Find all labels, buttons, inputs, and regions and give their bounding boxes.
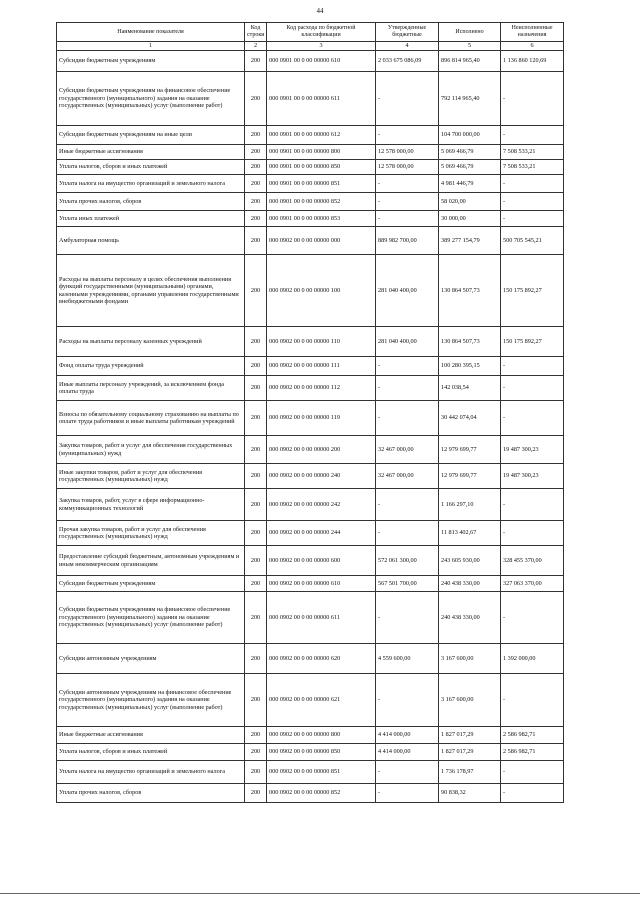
row-budget-code: 000 0902 00 0 00 00000 620 xyxy=(267,644,376,674)
row-unexecuted: - xyxy=(501,175,564,193)
row-approved: - xyxy=(376,674,439,727)
row-approved: - xyxy=(376,761,439,784)
row-line-code: 200 xyxy=(245,160,267,175)
row-line-code: 200 xyxy=(245,175,267,193)
table-row xyxy=(57,160,564,175)
row-line-code: 200 xyxy=(245,126,267,145)
row-executed: 142 038,54 xyxy=(439,376,501,401)
column-number: 5 xyxy=(439,42,501,51)
row-approved: - xyxy=(376,376,439,401)
row-name: Фонд оплаты труда учреждений xyxy=(57,357,245,376)
row-line-code: 200 xyxy=(245,784,267,803)
row-name: Уплата иных платежей xyxy=(57,211,245,227)
row-unexecuted: - xyxy=(501,126,564,145)
table-row xyxy=(57,51,564,72)
row-unexecuted: 1 392 000,00 xyxy=(501,644,564,674)
table-row xyxy=(57,744,564,761)
row-executed: 389 277 154,79 xyxy=(439,227,501,255)
row-unexecuted: 328 455 370,00 xyxy=(501,546,564,576)
column-number: 6 xyxy=(501,42,564,51)
row-line-code: 200 xyxy=(245,464,267,489)
row-unexecuted: - xyxy=(501,489,564,521)
row-executed: 58 020,00 xyxy=(439,193,501,211)
row-executed: 3 167 600,00 xyxy=(439,644,501,674)
row-executed: 104 700 000,00 xyxy=(439,126,501,145)
row-unexecuted: - xyxy=(501,401,564,436)
row-budget-code: 000 0902 00 0 00 00000 119 xyxy=(267,401,376,436)
header-executed: Исполнено xyxy=(439,23,501,42)
row-approved: - xyxy=(376,401,439,436)
row-executed: 896 814 965,40 xyxy=(439,51,501,72)
row-unexecuted: - xyxy=(501,761,564,784)
row-line-code: 200 xyxy=(245,436,267,464)
column-number: 1 xyxy=(57,42,245,51)
table-row xyxy=(57,784,564,803)
row-budget-code: 000 0901 00 0 00 00000 611 xyxy=(267,72,376,126)
row-unexecuted: - xyxy=(501,376,564,401)
row-line-code: 200 xyxy=(245,761,267,784)
row-executed: 5 069 466,79 xyxy=(439,145,501,160)
row-approved: - xyxy=(376,489,439,521)
row-executed: 240 438 330,00 xyxy=(439,592,501,644)
table-row xyxy=(57,521,564,546)
row-budget-code: 000 0902 00 0 00 00000 850 xyxy=(267,744,376,761)
row-executed: 5 069 466,79 xyxy=(439,160,501,175)
row-approved: 32 467 000,00 xyxy=(376,464,439,489)
table-row xyxy=(57,211,564,227)
row-name: Амбулаторная помощь xyxy=(57,227,245,255)
row-unexecuted: - xyxy=(501,592,564,644)
row-budget-code: 000 0901 00 0 00 00000 610 xyxy=(267,51,376,72)
table-row xyxy=(57,145,564,160)
row-budget-code: 000 0902 00 0 00 00000 610 xyxy=(267,576,376,592)
table-row xyxy=(57,436,564,464)
row-budget-code: 000 0902 00 0 00 00000 240 xyxy=(267,464,376,489)
row-budget-code: 000 0902 00 0 00 00000 100 xyxy=(267,255,376,327)
row-unexecuted: 2 586 982,71 xyxy=(501,744,564,761)
row-line-code: 200 xyxy=(245,674,267,727)
row-approved: 32 467 000,00 xyxy=(376,436,439,464)
row-unexecuted: - xyxy=(501,193,564,211)
row-executed: 1 827 017,29 xyxy=(439,727,501,744)
row-executed: 3 167 600,00 xyxy=(439,674,501,727)
row-name: Уплата налога на имущество организаций и земельного налога xyxy=(57,175,245,193)
row-approved: - xyxy=(376,175,439,193)
row-budget-code: 000 0901 00 0 00 00000 852 xyxy=(267,193,376,211)
column-number: 2 xyxy=(245,42,267,51)
row-approved: 572 061 300,00 xyxy=(376,546,439,576)
row-unexecuted: 150 175 892,27 xyxy=(501,255,564,327)
row-name: Уплата налогов, сборов и иных платежей xyxy=(57,744,245,761)
table-row xyxy=(57,576,564,592)
row-approved: 12 578 000,00 xyxy=(376,145,439,160)
table-row xyxy=(57,761,564,784)
row-executed: 30 442 074,04 xyxy=(439,401,501,436)
row-unexecuted: 150 175 892,27 xyxy=(501,327,564,357)
header-budget-code: Код расхода по бюджетной классификации xyxy=(267,23,376,42)
row-executed: 12 979 699,77 xyxy=(439,464,501,489)
row-budget-code: 000 0902 00 0 00 00000 611 xyxy=(267,592,376,644)
table-row xyxy=(57,327,564,357)
row-line-code: 200 xyxy=(245,546,267,576)
row-unexecuted: - xyxy=(501,521,564,546)
row-budget-code: 000 0902 00 0 00 00000 800 xyxy=(267,727,376,744)
row-budget-code: 000 0902 00 0 00 00000 200 xyxy=(267,436,376,464)
row-line-code: 200 xyxy=(245,145,267,160)
table-row xyxy=(57,546,564,576)
table-row xyxy=(57,255,564,327)
row-budget-code: 000 0901 00 0 00 00000 800 xyxy=(267,145,376,160)
row-executed: 11 813 402,67 xyxy=(439,521,501,546)
table-row xyxy=(57,464,564,489)
budget-execution-table xyxy=(56,22,564,803)
row-unexecuted: - xyxy=(501,357,564,376)
row-name: Расходы на выплаты персоналу казенных учреждений xyxy=(57,327,245,357)
row-name: Уплата прочих налогов, сборов xyxy=(57,784,245,803)
row-approved: - xyxy=(376,357,439,376)
row-approved: - xyxy=(376,72,439,126)
row-executed: 100 280 395,15 xyxy=(439,357,501,376)
row-budget-code: 000 0901 00 0 00 00000 851 xyxy=(267,175,376,193)
table-row xyxy=(57,489,564,521)
row-unexecuted: - xyxy=(501,674,564,727)
row-name: Закупка товаров, работ, услуг в сфере информационно-коммуникационных технологий xyxy=(57,489,245,521)
row-name: Субсидии автономным учреждениям на финансовое обеспечение государственного (муниципального) задания на оказание государственных (муниципальных) услуг (выполнение работ) xyxy=(57,674,245,727)
header-row xyxy=(57,23,564,42)
row-budget-code: 000 0902 00 0 00 00000 621 xyxy=(267,674,376,727)
row-approved: - xyxy=(376,193,439,211)
row-executed: 130 864 507,73 xyxy=(439,327,501,357)
row-line-code: 200 xyxy=(245,727,267,744)
table-row xyxy=(57,727,564,744)
row-executed: 4 981 446,79 xyxy=(439,175,501,193)
row-unexecuted: - xyxy=(501,784,564,803)
row-approved: 12 578 000,00 xyxy=(376,160,439,175)
table-row xyxy=(57,376,564,401)
row-line-code: 200 xyxy=(245,744,267,761)
row-approved: 281 040 400,00 xyxy=(376,327,439,357)
row-unexecuted: 2 586 982,71 xyxy=(501,727,564,744)
table-row xyxy=(57,592,564,644)
row-name: Иные бюджетные ассигнования xyxy=(57,727,245,744)
row-budget-code: 000 0902 00 0 00 00000 000 xyxy=(267,227,376,255)
row-unexecuted: 7 508 533,21 xyxy=(501,145,564,160)
row-name: Субсидии бюджетным учреждениям на финансовое обеспечение государственного (муниципального) задания на оказание государственных (муниципальных) услуг (выполнение работ) xyxy=(57,72,245,126)
row-unexecuted: 327 063 370,00 xyxy=(501,576,564,592)
row-budget-code: 000 0902 00 0 00 00000 111 xyxy=(267,357,376,376)
row-budget-code: 000 0902 00 0 00 00000 242 xyxy=(267,489,376,521)
table-row xyxy=(57,674,564,727)
header-line-code: Код строки xyxy=(245,23,267,42)
row-name: Уплата прочих налогов, сборов xyxy=(57,193,245,211)
row-line-code: 200 xyxy=(245,357,267,376)
column-number: 4 xyxy=(376,42,439,51)
row-executed: 90 838,32 xyxy=(439,784,501,803)
page-bottom-rule xyxy=(0,893,640,894)
table-row xyxy=(57,357,564,376)
row-name: Предоставление субсидий бюджетным, автономным учреждениям и иным некоммерческим организациям xyxy=(57,546,245,576)
row-unexecuted: - xyxy=(501,211,564,227)
row-unexecuted: 19 487 300,23 xyxy=(501,436,564,464)
row-approved: 2 033 675 086,09 xyxy=(376,51,439,72)
row-name: Субсидии бюджетным учреждениям xyxy=(57,576,245,592)
row-line-code: 200 xyxy=(245,72,267,126)
row-executed: 243 605 930,00 xyxy=(439,546,501,576)
row-line-code: 200 xyxy=(245,489,267,521)
row-name: Субсидии бюджетным учреждениям xyxy=(57,51,245,72)
table-row xyxy=(57,401,564,436)
row-approved: 4 414 000,00 xyxy=(376,744,439,761)
row-approved: - xyxy=(376,592,439,644)
row-approved: 4 414 000,00 xyxy=(376,727,439,744)
row-name: Субсидии бюджетным учреждениям на иные цели xyxy=(57,126,245,145)
row-name: Взносы по обязательному социальному страхованию на выплаты по оплате труда работников и иные выплаты работникам учреждений xyxy=(57,401,245,436)
table-row xyxy=(57,126,564,145)
row-line-code: 200 xyxy=(245,51,267,72)
row-line-code: 200 xyxy=(245,401,267,436)
row-approved: - xyxy=(376,211,439,227)
table-row xyxy=(57,227,564,255)
row-budget-code: 000 0901 00 0 00 00000 612 xyxy=(267,126,376,145)
table-row xyxy=(57,193,564,211)
row-executed: 240 438 330,00 xyxy=(439,576,501,592)
table-row xyxy=(57,72,564,126)
row-name: Уплата налогов, сборов и иных платежей xyxy=(57,160,245,175)
row-line-code: 200 xyxy=(245,211,267,227)
row-unexecuted: 7 508 533,21 xyxy=(501,160,564,175)
row-budget-code: 000 0902 00 0 00 00000 600 xyxy=(267,546,376,576)
row-line-code: 200 xyxy=(245,327,267,357)
row-name: Иные закупки товаров, работ и услуг для обеспечения государственных (муниципальных) нужд xyxy=(57,464,245,489)
row-line-code: 200 xyxy=(245,644,267,674)
header-indicator-name: Наименование показателя xyxy=(57,23,245,42)
row-name: Иные выплаты персоналу учреждений, за исключением фонда оплаты труда xyxy=(57,376,245,401)
header-unexecuted: Неисполненные назначения xyxy=(501,23,564,42)
row-approved: 281 040 400,00 xyxy=(376,255,439,327)
row-approved: - xyxy=(376,521,439,546)
row-name: Субсидии бюджетным учреждениям на финансовое обеспечение государственного (муниципального) задания на оказание государственных (муниципальных) услуг (выполнение работ) xyxy=(57,592,245,644)
row-budget-code: 000 0902 00 0 00 00000 852 xyxy=(267,784,376,803)
row-executed: 30 000,00 xyxy=(439,211,501,227)
row-executed: 1 827 017,29 xyxy=(439,744,501,761)
row-approved: 567 501 700,00 xyxy=(376,576,439,592)
row-approved: 4 559 600,00 xyxy=(376,644,439,674)
row-executed: 1 166 297,10 xyxy=(439,489,501,521)
row-budget-code: 000 0902 00 0 00 00000 244 xyxy=(267,521,376,546)
row-budget-code: 000 0902 00 0 00 00000 112 xyxy=(267,376,376,401)
row-line-code: 200 xyxy=(245,227,267,255)
row-approved: - xyxy=(376,784,439,803)
row-line-code: 200 xyxy=(245,255,267,327)
row-line-code: 200 xyxy=(245,592,267,644)
row-executed: 792 114 965,40 xyxy=(439,72,501,126)
row-name: Субсидии автономным учреждениям xyxy=(57,644,245,674)
row-line-code: 200 xyxy=(245,576,267,592)
row-line-code: 200 xyxy=(245,193,267,211)
row-approved: 889 982 700,00 xyxy=(376,227,439,255)
row-budget-code: 000 0901 00 0 00 00000 853 xyxy=(267,211,376,227)
row-name: Иные бюджетные ассигнования xyxy=(57,145,245,160)
row-budget-code: 000 0901 00 0 00 00000 850 xyxy=(267,160,376,175)
row-unexecuted: 1 136 860 120,69 xyxy=(501,51,564,72)
row-unexecuted: - xyxy=(501,72,564,126)
column-number: 3 xyxy=(267,42,376,51)
row-name: Закупка товаров, работ и услуг для обеспечения государственных (муниципальных) нужд xyxy=(57,436,245,464)
table-row xyxy=(57,175,564,193)
row-name: Уплата налога на имущество организаций и земельного налога xyxy=(57,761,245,784)
table-row xyxy=(57,644,564,674)
row-unexecuted: 19 487 300,23 xyxy=(501,464,564,489)
row-executed: 130 864 507,73 xyxy=(439,255,501,327)
row-name: Прочая закупка товаров, работ и услуг для обеспечения государственных (муниципальных) нужд xyxy=(57,521,245,546)
row-executed: 1 736 178,97 xyxy=(439,761,501,784)
row-budget-code: 000 0902 00 0 00 00000 851 xyxy=(267,761,376,784)
column-number-row xyxy=(57,42,564,51)
row-executed: 12 979 699,77 xyxy=(439,436,501,464)
page-number: 44 xyxy=(316,7,324,15)
header-approved: Утвержденные бюджетные xyxy=(376,23,439,42)
row-line-code: 200 xyxy=(245,376,267,401)
row-name: Расходы на выплаты персоналу в целях обеспечения выполнения функций государственными (муниципальными) органами, казенными учреждениями, органами управления государственными внебюджетными фондами xyxy=(57,255,245,327)
row-unexecuted: 500 705 545,21 xyxy=(501,227,564,255)
row-line-code: 200 xyxy=(245,521,267,546)
row-budget-code: 000 0902 00 0 00 00000 110 xyxy=(267,327,376,357)
row-approved: - xyxy=(376,126,439,145)
